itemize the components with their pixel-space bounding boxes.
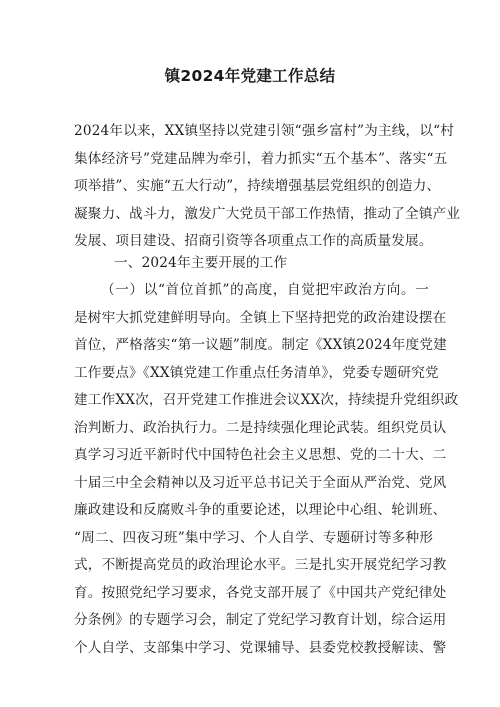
body-line: 分条例》的专题学习会，制定了党纪学习教育计划，综合运用	[74, 612, 447, 628]
body-line: 十届三中全会精神以及习近平总书记关于全面从严治党、党风	[74, 474, 447, 491]
body-line: 育。按照党纪学习要求，各党支部开展了《中国共产党纪律处	[74, 584, 447, 601]
document-title: 镇2024年党建工作总结	[164, 67, 336, 85]
body-line: 廉政建设和反腐败斗争的重要论述，以理论中心组、轮训班、	[74, 502, 447, 518]
body-line: 式，不断提高党员的政治理论水平。三是扎实开展党纪学习教	[74, 557, 447, 573]
subsection-paragraph	[74, 277, 459, 662]
intro-line: 凝聚力、战斗力，激发广大党员干部工作热情，推动了全镇产业	[74, 205, 461, 222]
body-line: 治判断力、政治执行力。二是持续强化理论武装。组织党员认	[74, 419, 447, 436]
intro-line: 发展、项目建设、招商引资等各项重点工作的高质量发展。	[74, 233, 433, 249]
intro-line: 项举措”、实施“五大行动”，持续增强基层党组织的创造力、	[74, 178, 441, 194]
body-line: 个人自学、支部集中学习、党课辅导、县委党校教授解读、警	[74, 639, 447, 656]
intro-line: 集体经济号”党建品牌为牵引，着力抓实“五个基本”、落实“五	[74, 150, 448, 167]
body-line: “周二、四夜习班”集中学习、个人自学、专题研讨等多种形	[74, 529, 434, 546]
section-heading: 一、2024年主要开展的工作	[114, 255, 288, 271]
body-line: 建工作XX次，召开党建工作推进会议XX次，持续提升党组织政	[74, 392, 459, 408]
intro-line: 2024年以来，XX镇坚持以党建引领“强乡富村”为主线，以“村	[74, 123, 455, 139]
body-line: 真学习习近平新时代中国特色社会主义思想、党的二十大、二	[74, 447, 447, 463]
body-line: 是树牢大抓党建鲜明导向。全镇上下坚持把党的政治建设摆在	[74, 309, 447, 326]
section-heading-block	[74, 250, 429, 278]
body-line: 工作要点》《XX镇党建工作重点任务清单》，党委专题研究党	[74, 364, 439, 381]
body-line: （一）以“首位首抓”的高度，自觉把牢政治方向。一	[101, 282, 429, 298]
body-line: 首位，严格落实“第一议题”制度。制定《XX镇2024年度党建	[74, 337, 447, 353]
intro-paragraph	[74, 118, 461, 256]
